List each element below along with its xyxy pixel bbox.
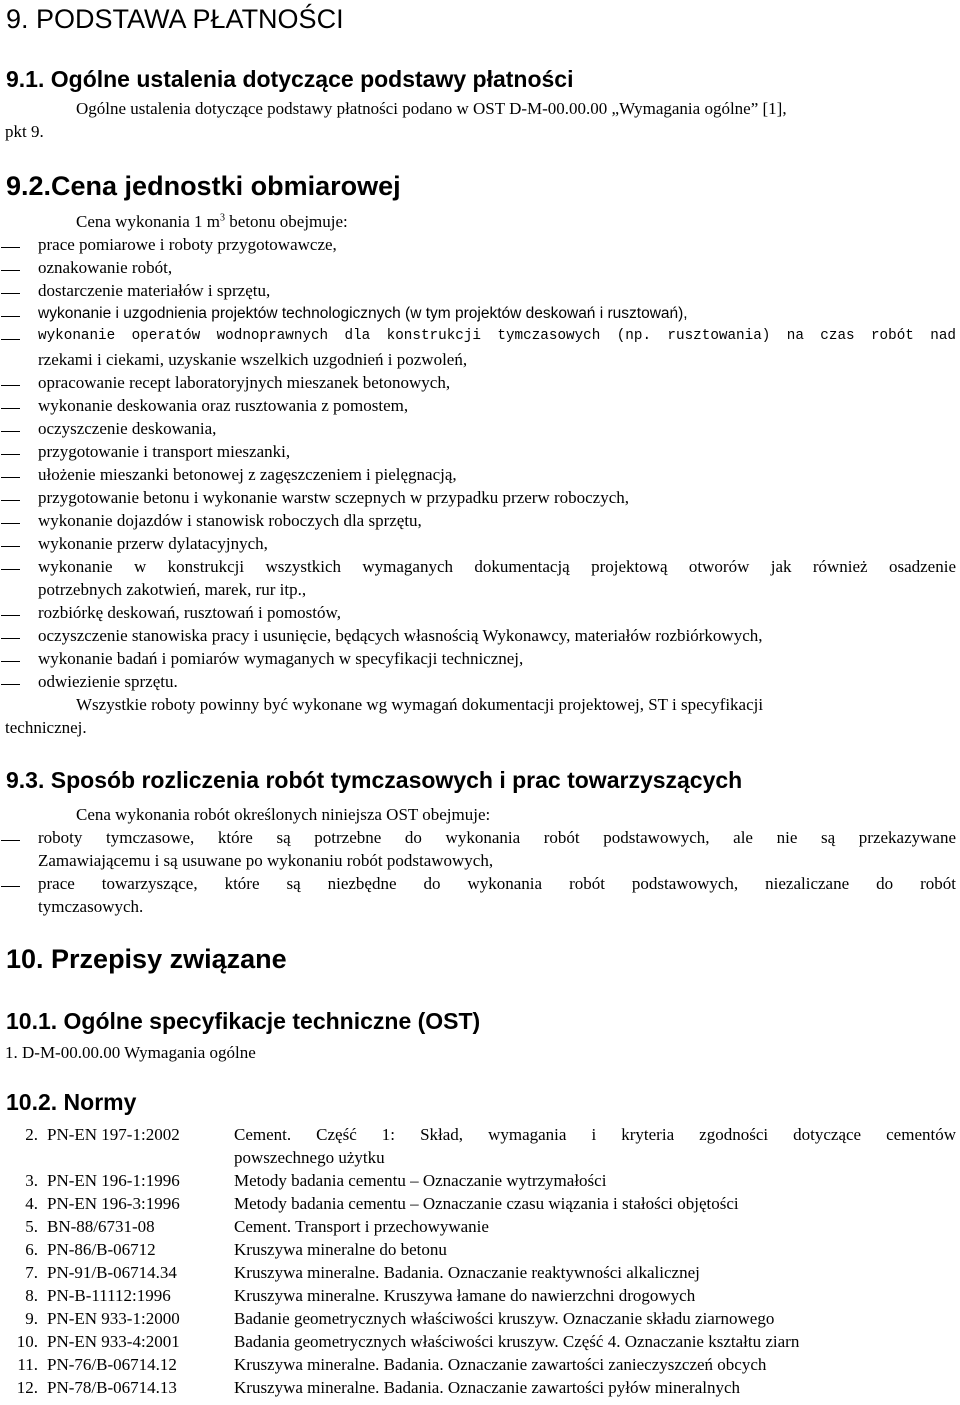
- norm-code: PN-78/B-06714.13: [47, 1378, 177, 1397]
- list-item: wykonanie i uzgodnienia projektów technologicznych (w tym projektów deskowań i rusztowań),: [38, 305, 688, 322]
- list-item-continuation: tymczasowych.: [38, 897, 144, 916]
- list-item: oczyszczenie stanowiska pracy i usunięcie, będących własnością Wykonawcy, materiałów rozbiórkowych,: [38, 626, 763, 645]
- section-9-2-title: [6, 170, 401, 202]
- section-9-2-intro: [76, 210, 348, 233]
- dash-bullet: [0, 603, 22, 626]
- section-10-1-item: 1. D-M-00.00.00 Wymagania ogólne: [5, 1043, 256, 1062]
- norm-title: Metody badania cementu – Oznaczanie czasu wiązania i stałości objętości: [234, 1194, 739, 1213]
- norm-code: PN-86/B-06712: [47, 1240, 156, 1259]
- section-10-title: 10. Przepisy związane: [6, 944, 287, 974]
- list-item-continuation: potrzebnych zakotwień, marek, rur itp.,: [38, 580, 307, 599]
- dash-bullet: [0, 828, 22, 851]
- list-item: przygotowanie betonu i wykonanie warstw sczepnych w przypadku przerw roboczych,: [38, 488, 630, 507]
- list-item: ułożenie mieszanki betonowej z zagęszczeniem i pielęgnacją,: [38, 465, 457, 484]
- section-9-2-closing-line2: technicznej.: [5, 718, 87, 737]
- dash-bullet: [0, 419, 22, 442]
- dash-bullet: [0, 534, 22, 557]
- dash-bullet: [0, 396, 22, 419]
- dash-bullet: [0, 258, 22, 281]
- norm-title: Kruszywa mineralne. Badania. Oznaczanie reaktywności alkalicznej: [234, 1263, 700, 1282]
- section-9-2-title-text: 9.2.Cena jednostki obmiarowej: [6, 171, 401, 201]
- norm-number: 6.: [25, 1240, 38, 1259]
- list-item-continuation: Zamawiającemu i są usuwane po wykonaniu robót podstawowych,: [38, 851, 494, 870]
- norm-number: 12.: [16, 1378, 38, 1397]
- list-item: prace towarzyszące, które są niezbędne do wykonania robót podstawowych, niezaliczane do robót: [38, 874, 956, 893]
- section-9-3-title: 9.3. Sposób rozliczenia robót tymczasowych i prac towarzyszących: [6, 767, 743, 793]
- dash-bullet: [0, 465, 22, 488]
- section-9-3-intro: Cena wykonania robót określonych niniejsza OST obejmuje:: [76, 805, 491, 824]
- list-item: wykonanie dojazdów i stanowisk roboczych dla sprzętu,: [38, 511, 422, 530]
- norm-number: 9.: [25, 1309, 38, 1328]
- list-item: wykonanie w konstrukcji wszystkich wymaganych dokumentacją projektową otworów jak również osadzenie: [38, 557, 956, 576]
- list-item: wykonanie operatów wodnoprawnych dla konstrukcji tymczasowych (np. rusztowania) na czas robót nad: [38, 328, 956, 344]
- norm-title: Badania geometrycznych właściwości kruszyw. Część 4. Oznaczanie kształtu ziarn: [234, 1332, 800, 1351]
- norm-number: 4.: [25, 1194, 38, 1213]
- norm-title: Cement. Transport i przechowywanie: [234, 1217, 489, 1236]
- section-9-2-closing-line1: Wszystkie roboty powinny być wykonane wg wymagań dokumentacji projektowej, ST i specyfikacji: [76, 695, 764, 714]
- list-item: dostarczenie materiałów i sprzętu,: [38, 281, 271, 300]
- norm-number: 11.: [17, 1355, 38, 1374]
- norm-number: 5.: [25, 1217, 38, 1236]
- section-9-1-title: 9.1. Ogólne ustalenia dotyczące podstawy płatności: [6, 66, 574, 92]
- norm-code: PN-EN 197-1:2002: [47, 1125, 180, 1144]
- norm-title: Kruszywa mineralne. Kruszywa łamane do nawierzchni drogowych: [234, 1286, 696, 1305]
- norm-code: PN-91/B-06714.34: [47, 1263, 177, 1282]
- section-10-2-title: 10.2. Normy: [6, 1089, 137, 1115]
- norm-number: 3.: [25, 1171, 38, 1190]
- dash-bullet: [0, 281, 22, 304]
- dash-bullet: [0, 488, 22, 511]
- section-9-1-text-line1: Ogólne ustalenia dotyczące podstawy płatności podano w OST D-M-00.00.00 „Wymagania ogólne” [1],: [76, 99, 787, 118]
- norm-title: Kruszywa mineralne do betonu: [234, 1240, 447, 1259]
- intro-superscript: 3: [220, 212, 225, 224]
- norm-code: PN-EN 196-3:1996: [47, 1194, 180, 1213]
- norm-code: PN-EN 933-4:2001: [47, 1332, 180, 1351]
- norm-number: 7.: [25, 1263, 38, 1282]
- list-item: rozbiórkę deskowań, rusztowań i pomostów,: [38, 603, 341, 622]
- norm-number: 8.: [25, 1286, 38, 1305]
- norm-code: PN-EN 933-1:2000: [47, 1309, 180, 1328]
- norm-title: Kruszywa mineralne. Badania. Oznaczanie zawartości zanieczyszczeń obcych: [234, 1355, 767, 1374]
- norm-number: 10.: [16, 1332, 38, 1351]
- dash-bullet: [0, 874, 22, 897]
- norm-title: Badanie geometrycznych właściwości kruszyw. Oznaczanie składu ziarnowego: [234, 1309, 775, 1328]
- dash-bullet: [0, 442, 22, 465]
- section-9-1-text-line2: pkt 9.: [5, 122, 44, 141]
- norm-title: Kruszywa mineralne. Badania. Oznaczanie zawartości pyłów mineralnych: [234, 1378, 741, 1397]
- norm-number: 2.: [25, 1125, 38, 1144]
- norm-title: Cement. Część 1: Skład, wymagania i kryteria zgodności dotyczące cementów: [234, 1125, 956, 1144]
- dash-bullet: [0, 649, 22, 672]
- list-item: oznakowanie robót,: [38, 258, 173, 277]
- list-item: odwiezienie sprzętu.: [38, 672, 178, 691]
- dash-bullet: [0, 672, 22, 695]
- norm-code: PN-76/B-06714.12: [47, 1355, 177, 1374]
- list-item: prace pomiarowe i roboty przygotowawcze,: [38, 235, 337, 254]
- dash-bullet: [0, 557, 22, 580]
- dash-bullet: [0, 304, 22, 327]
- list-item: wykonanie badań i pomiarów wymaganych w specyfikacji technicznej,: [38, 649, 524, 668]
- norm-code: BN-88/6731-08: [47, 1217, 155, 1236]
- list-item-continuation: rzekami i ciekami, uzyskanie wszelkich uzgodnień i pozwoleń,: [38, 350, 468, 369]
- list-item: opracowanie recept laboratoryjnych mieszanek betonowych,: [38, 373, 451, 392]
- dash-bullet: [0, 511, 22, 534]
- list-item: przygotowanie i transport mieszanki,: [38, 442, 291, 461]
- dash-bullet: [0, 373, 22, 396]
- intro-text-a: Cena wykonania 1 m: [76, 212, 220, 231]
- norm-code: PN-B-11112:1996: [47, 1286, 171, 1305]
- list-item: oczyszczenie deskowania,: [38, 419, 217, 438]
- list-item: roboty tymczasowe, które są potrzebne do wykonania robót podstawowych, ale nie są przekazywane: [38, 828, 956, 847]
- norm-title-continuation: powszechnego użytku: [234, 1148, 385, 1167]
- norm-title: Metody badania cementu – Oznaczanie wytrzymałości: [234, 1171, 607, 1190]
- section-10-1-title: 10.1. Ogólne specyfikacje techniczne (OST): [6, 1008, 481, 1034]
- dash-bullet: [0, 235, 22, 258]
- dash-bullet: [0, 327, 22, 350]
- norm-code: PN-EN 196-1:1996: [47, 1171, 180, 1190]
- dash-bullet: [0, 626, 22, 649]
- list-item: wykonanie przerw dylatacyjnych,: [38, 534, 268, 553]
- list-item: wykonanie deskowania oraz rusztowania z pomostem,: [38, 396, 409, 415]
- intro-text-b: betonu obejmuje:: [225, 212, 348, 231]
- section-9-title: 9. PODSTAWA PŁATNOŚCI: [6, 4, 344, 34]
